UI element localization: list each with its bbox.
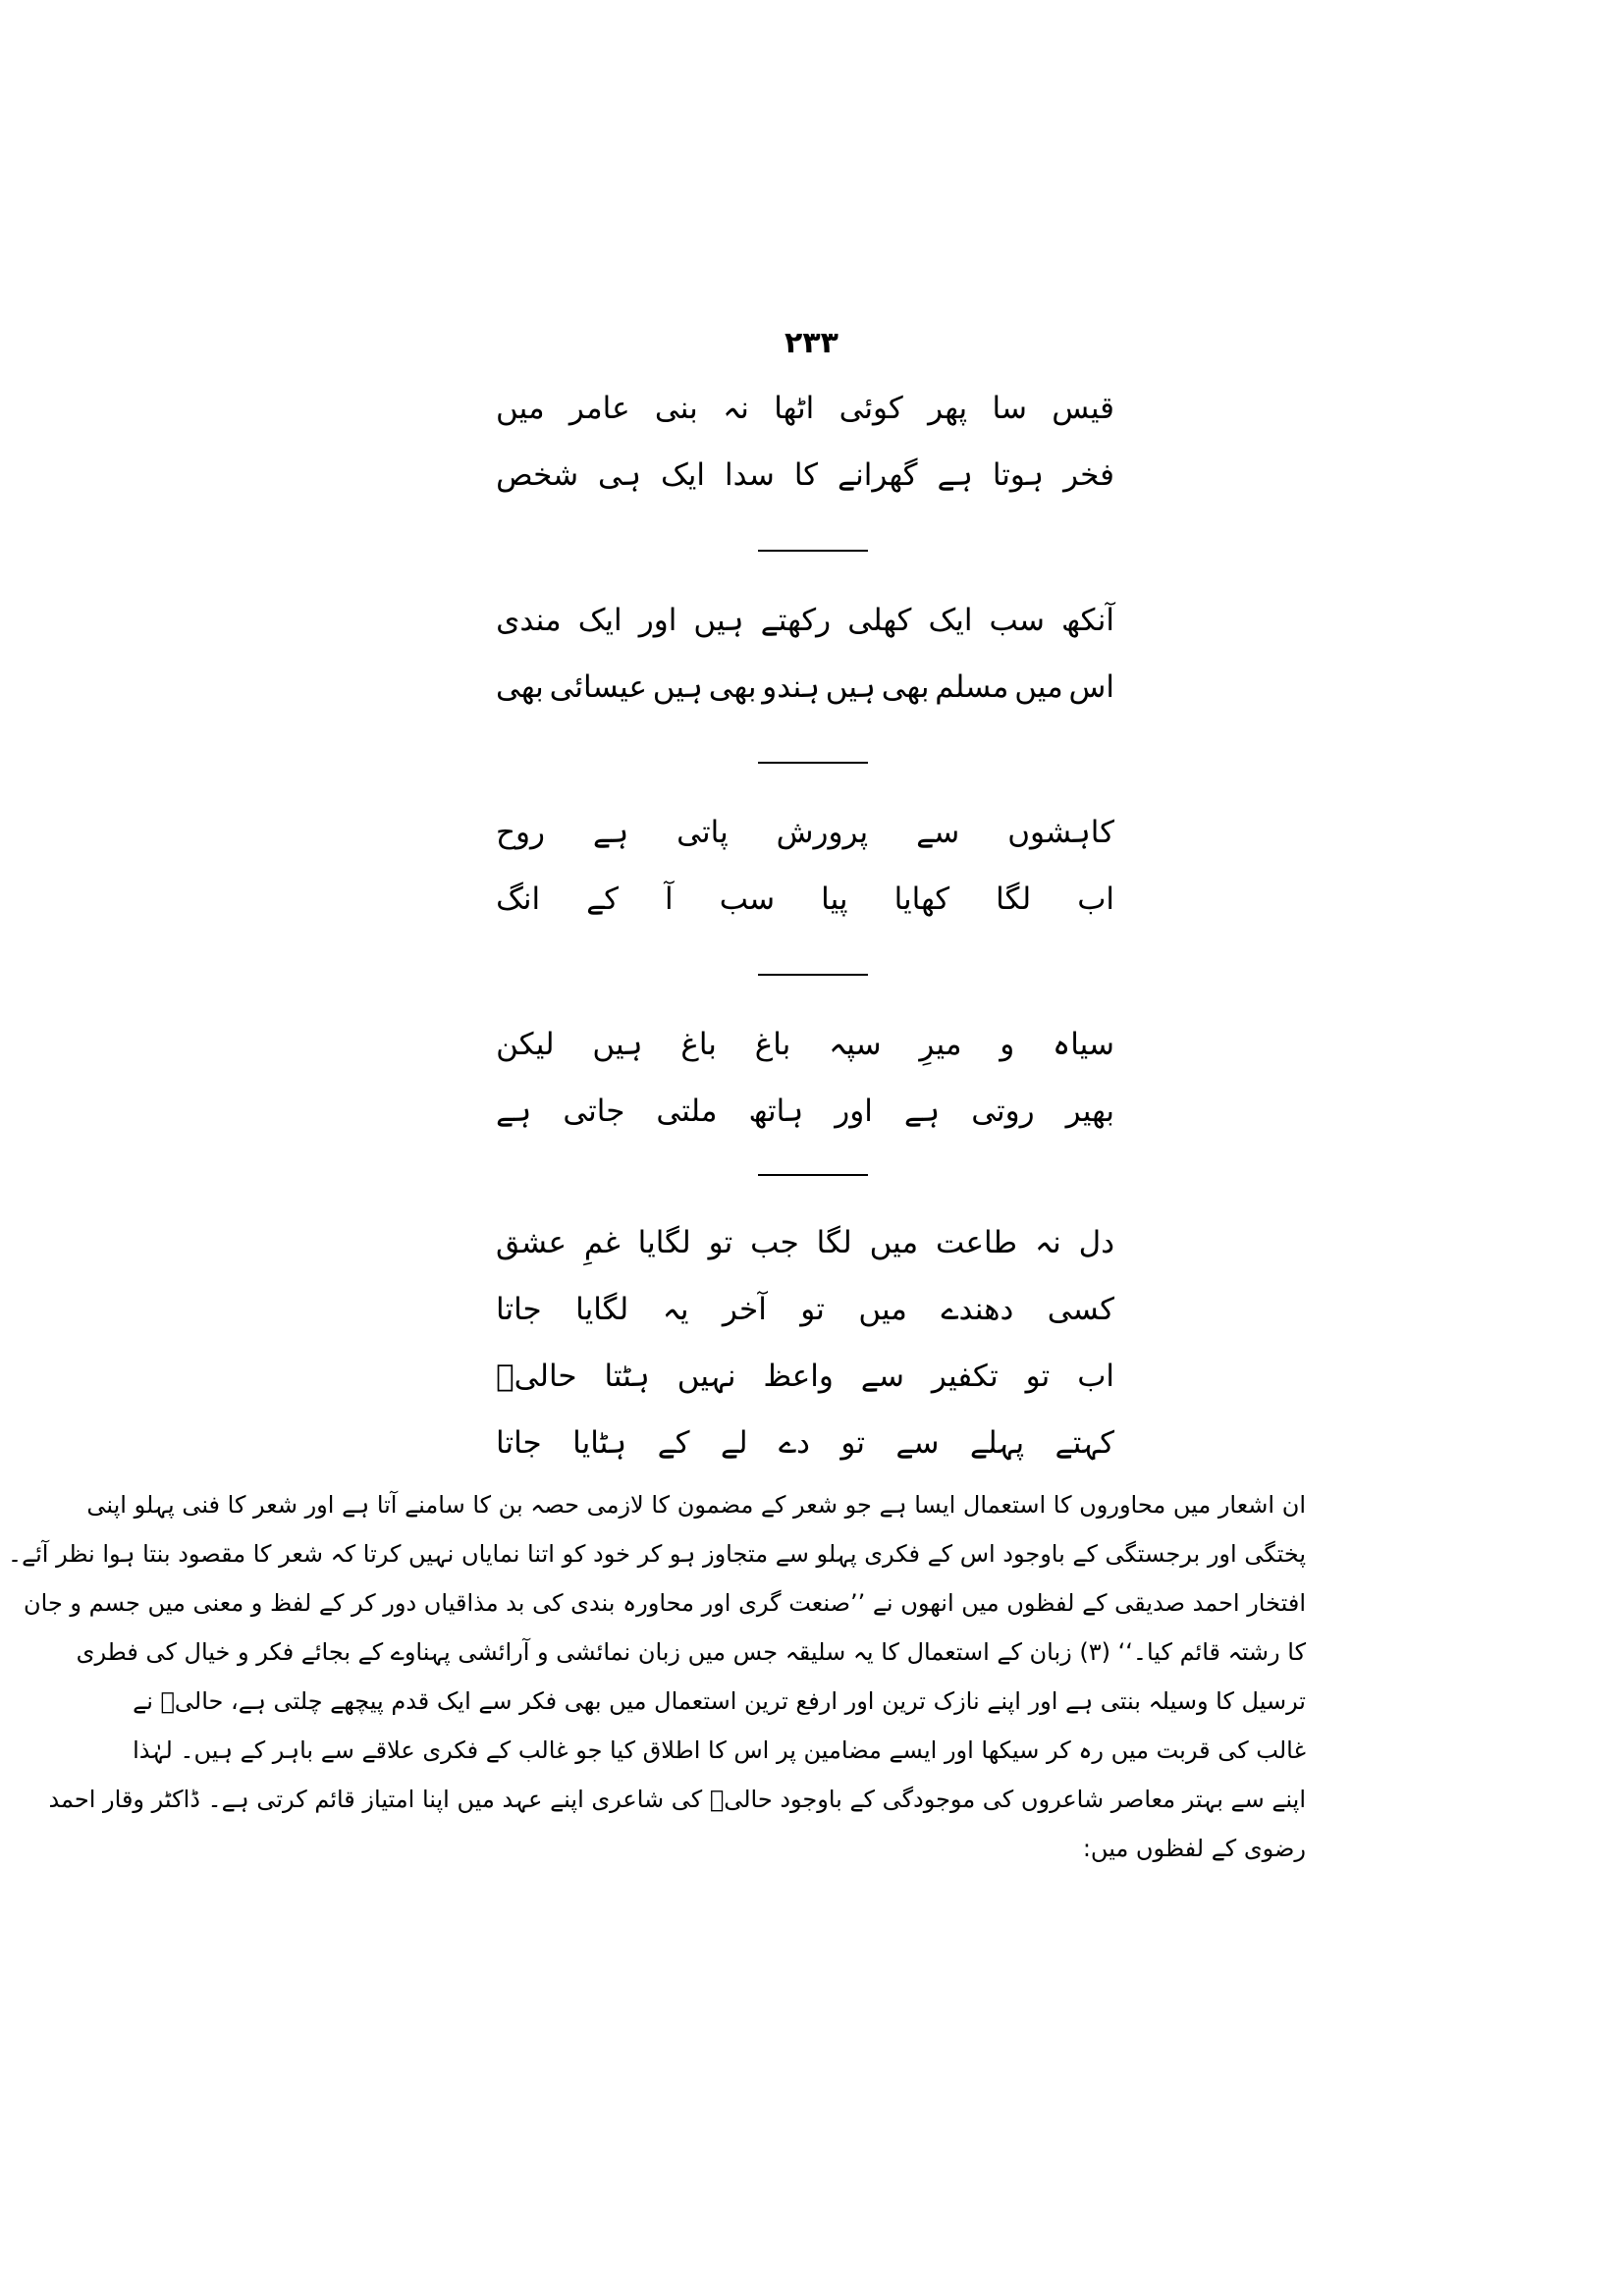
verse-word: ہے <box>592 815 629 850</box>
verse-word: بھی <box>881 669 930 705</box>
stanza-5 <box>496 1209 1114 1476</box>
verse-word: جاتا <box>496 1425 542 1461</box>
verse-word: سیاہ <box>1053 1027 1114 1062</box>
verse-word: عشق <box>496 1225 568 1260</box>
verse-word: پیا <box>821 881 848 917</box>
verse-word: کھلی <box>847 603 912 638</box>
verse-word: جاتا <box>496 1292 542 1327</box>
verse-word: ایک <box>661 457 706 493</box>
stanza-4 <box>496 1011 1114 1145</box>
verse-word: تو <box>840 1425 865 1461</box>
verse-word: اب <box>1077 1359 1114 1394</box>
verse-word: یہ <box>662 1292 689 1327</box>
verse-word: کا <box>793 457 819 493</box>
prose-line: اپنے سے بہتر معاصر شاعروں کی موجودگی کے باوجود حالیؔ کی شاعری اپنے عہد میں اپنا امتیاز قائم کرتی ہے۔ ڈاکٹر وقار احمد <box>48 1786 1306 1813</box>
verse-word: کے <box>586 881 620 917</box>
verse-word: اور <box>835 1094 873 1129</box>
verse-word: تکفیر <box>931 1359 999 1394</box>
verse-word: کھایا <box>893 881 950 917</box>
verse-word: عامر <box>568 391 630 426</box>
verse-word: لگا <box>816 1225 852 1260</box>
stanza-divider <box>758 550 868 552</box>
verse-word: ہی <box>598 457 642 493</box>
verse-word: و <box>1000 1027 1015 1062</box>
verse-word: کوئی <box>839 391 903 426</box>
stanza-2 <box>496 587 1114 721</box>
verse-word: ہے <box>903 1094 941 1129</box>
verse-word: کاہشوں <box>1007 815 1114 850</box>
verse-word: فخر <box>1063 457 1114 493</box>
verse-line <box>496 1343 1114 1410</box>
verse-word: ایک <box>577 603 622 638</box>
verse-word: بھیر <box>1065 1094 1114 1129</box>
verse-word: پرورش <box>776 815 869 850</box>
verse-word: طاعت <box>936 1225 1018 1260</box>
verse-word: میں <box>858 1292 907 1327</box>
verse-word: ہیں <box>825 669 876 705</box>
stanza-divider <box>758 1174 868 1176</box>
verse-word: غمِ <box>583 1225 621 1260</box>
prose-line: ان اشعار میں محاوروں کا استعمال ایسا ہے جو شعر کے مضمون کا لازمی حصہ بن کا سامنے آتا ہے اور شعر کا فنی پہلو اپنی <box>86 1491 1306 1519</box>
verse-word: سے <box>895 1425 940 1461</box>
verse-line <box>496 1209 1114 1276</box>
verse-line <box>496 587 1114 654</box>
verse-word: نہیں <box>676 1359 736 1394</box>
verse-line <box>496 1011 1114 1078</box>
verse-word: عیسائی <box>549 669 648 705</box>
verse-word: لیکن <box>496 1027 555 1062</box>
verse-word: ہیں <box>693 603 744 638</box>
verse-word: سا <box>992 391 1027 426</box>
verse-word: ہے <box>937 457 973 493</box>
prose-line: غالب کی قربت میں رہ کر سیکھا اور ایسے مضامین پر اس کا اطلاق کیا جو غالب کے فکری علاقے سے باہر کے ہیں۔ لہٰذا <box>133 1736 1306 1764</box>
verse-word: نہ <box>1034 1225 1061 1260</box>
verse-word: ملتی <box>656 1094 718 1129</box>
stanza-3 <box>496 799 1114 933</box>
verse-word: بھی <box>708 669 757 705</box>
verse-word: سب <box>719 881 776 917</box>
verse-word: سپہ <box>829 1027 882 1062</box>
verse-word: جاتی <box>563 1094 625 1129</box>
verse-word: روتی <box>971 1094 1035 1129</box>
verse-word: اور <box>638 603 677 638</box>
prose-line: رضوی کے لفظوں میں: <box>1082 1835 1306 1862</box>
verse-word: واعظ <box>763 1359 834 1394</box>
verse-word: اٹھا <box>774 391 815 426</box>
verse-word: سے <box>860 1359 904 1394</box>
verse-word: پاتی <box>676 815 729 850</box>
stanza-divider <box>758 974 868 976</box>
verse-word: بھی <box>496 669 544 705</box>
prose-line: افتخار احمد صدیقی کے لفظوں میں انھوں نے ’’صنعت گری اور محاورہ بندی کی بد مذاقیاں دور کر کے لفظ و معنی میں جسم و جان <box>24 1589 1306 1617</box>
verse-word: ہے <box>496 1094 532 1129</box>
verse-word: تو <box>1025 1359 1051 1394</box>
verse-word: پہلے <box>969 1425 1025 1461</box>
verse-line <box>496 1410 1114 1476</box>
verse-word: دھندے <box>941 1292 1014 1327</box>
verse-word: گھرانے <box>838 457 918 493</box>
verse-word: ایک <box>928 603 973 638</box>
verse-word: میں <box>869 1225 919 1260</box>
prose-line: ترسیل کا وسیلہ بنتی ہے اور اپنے نازک ترین اور ارفع ترین استعمال میں بھی فکر سے ایک قدم پیچھے چلتی ہے، حالیؔ نے <box>133 1687 1306 1715</box>
verse-word: بنی <box>654 391 698 426</box>
verse-word: ہٹایا <box>572 1425 627 1461</box>
verse-word: ہندو <box>762 669 821 705</box>
verse-word: میں <box>496 391 545 426</box>
verse-word: انگ <box>496 881 541 917</box>
verse-line <box>496 799 1114 866</box>
verse-word: شخص <box>496 457 579 493</box>
verse-word: اب <box>1077 881 1114 917</box>
verse-word: قیس <box>1052 391 1114 426</box>
verse-word: دے <box>778 1425 810 1461</box>
verse-line <box>496 442 1114 508</box>
verse-word: حالیؔ <box>496 1359 577 1394</box>
verse-word: لگایا <box>575 1292 629 1327</box>
verse-word: لگایا <box>637 1225 691 1260</box>
verse-word: کہتے <box>1055 1425 1114 1461</box>
verse-word: ہٹتا <box>604 1359 650 1394</box>
verse-word: آخر <box>722 1292 767 1327</box>
verse-word: سب <box>989 603 1045 638</box>
verse-word: ہوتا <box>992 457 1045 493</box>
verse-word: تو <box>800 1292 825 1327</box>
verse-word: آ <box>665 881 674 917</box>
verse-line <box>496 866 1114 933</box>
verse-word: ہیں <box>652 669 703 705</box>
verse-word: آنکھ <box>1061 603 1114 638</box>
stanza-divider <box>758 762 868 764</box>
verse-word: کے <box>657 1425 690 1461</box>
verse-word: سے <box>916 815 960 850</box>
verse-word: باغ <box>754 1027 791 1062</box>
verse-word: ہیں <box>592 1027 643 1062</box>
verse-word: لے <box>720 1425 748 1461</box>
verse-line <box>496 375 1114 442</box>
prose-paragraph <box>8 1480 1306 1873</box>
verse-word: اس <box>1068 669 1114 705</box>
page-number: ۲۳۳ <box>784 326 839 360</box>
verse-word: مسلم <box>935 669 1009 705</box>
prose-line: پختگی اور برجستگی کے باوجود اس کے فکری پہلو سے متجاوز ہو کر خود کو اتنا نمایاں نہیں کرتا کہ شعر کا مقصود بنتا ہوا نظر آئے۔ <box>8 1540 1306 1568</box>
stanza-1 <box>496 375 1114 508</box>
verse-word: روح <box>496 815 545 850</box>
verse-word: تو <box>708 1225 733 1260</box>
verse-word: نہ <box>723 391 749 426</box>
verse-line <box>496 1078 1114 1145</box>
verse-word: دل <box>1078 1225 1114 1260</box>
verse-word: مندی <box>496 603 562 638</box>
verse-line <box>496 1276 1114 1343</box>
verse-word: کسی <box>1047 1292 1114 1327</box>
verse-word: لگا <box>996 881 1032 917</box>
verse-line <box>496 654 1114 721</box>
verse-word: میں <box>1014 669 1063 705</box>
verse-word: پھر <box>928 391 968 426</box>
prose-line: کا رشتہ قائم کیا۔‘‘ (۳) زبان کے استعمال کا یہ سلیقہ جس میں زبان نمائشی و آرائشی پہناوے کے بجائے فکر و خیال کی فطری <box>76 1638 1306 1666</box>
verse-word: سدا <box>724 457 775 493</box>
verse-word: جب <box>750 1225 799 1260</box>
verse-word: باغ <box>680 1027 717 1062</box>
verse-word: ہاتھ <box>748 1094 804 1129</box>
verse-word: رکھتے <box>760 603 832 638</box>
verse-word: میرِ <box>919 1027 962 1062</box>
